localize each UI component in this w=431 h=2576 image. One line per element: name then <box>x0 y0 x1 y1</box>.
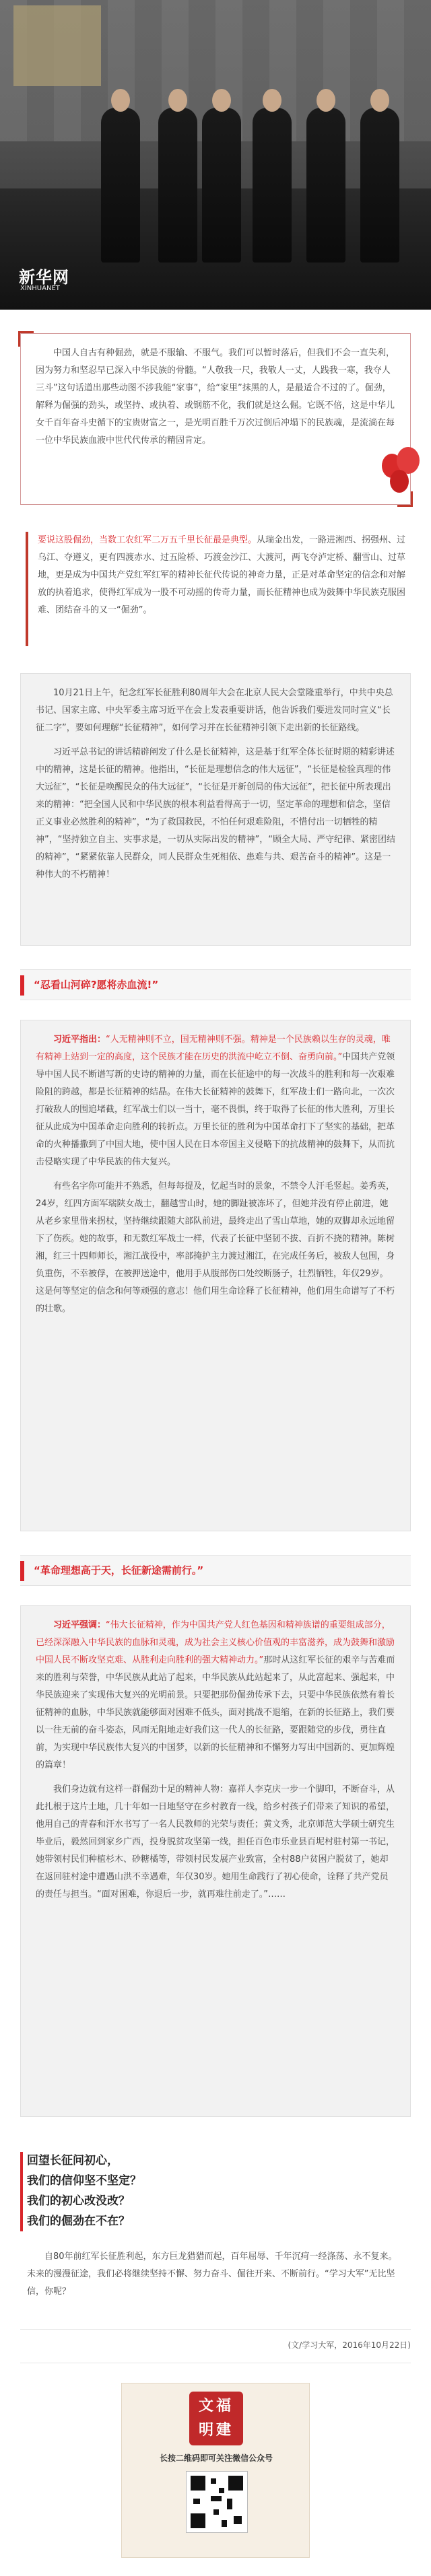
quote-paragraph <box>36 1617 395 1774</box>
hero-photo <box>0 0 431 310</box>
intro-text: 从瑞金出发，一路进湘西、拐强州、过乌江、夺遵义，更有四渡赤水、过五险桥、巧渡金沙江、大渡河，两飞夺泸定桥、翻雪山、过草地，更是成为中国共产党红军红军的精神长征代传说的神奇力量，正是对革命坚定的信念和对解放的执着追求，使得红军成为一股不可动摇的传奇力量，而长征精神也成为鼓舞中华民族克服困难、团结奋斗的又一“倔劲”。 <box>38 535 406 615</box>
heading-bar <box>20 1561 24 1581</box>
speech-summary-box <box>20 673 411 946</box>
frame-corner <box>18 331 34 347</box>
closing-paragraph: 自80年前红军长征胜利起，东方巨龙猎猎而起，百年屈辱、千年沉疴一经涤荡、永不复来。未来的漫漫征途，我们必将继续坚持不懈、努力奋斗、倔往开来、不断前行。“学习大军”无比坚信，你呢？ <box>27 2252 397 2297</box>
quote-highlight: “伟大长征精神，作为中国共产党人红色基因和精神族谱的重要组成部分，已经深深融入中华民族的血脉和灵魂，成为社会主义核心价值观的丰富滋养，成为鼓舞和激励中国人民不断攻坚克难、从胜利走向胜利的强大精神动力。” <box>36 1620 395 1665</box>
hero-figure <box>101 108 140 263</box>
heading-bar <box>20 975 24 996</box>
brand-stamp-logo <box>189 2392 243 2445</box>
article-source: (文/学习大军，2016年10月22日) <box>288 2340 411 2350</box>
reflection-questions <box>27 2151 404 2231</box>
quote-text: 那时从这红军长征的艰辛与苦难而来的胜利与荣誉，中华民族从此站了起来，中华民族从此站起来了，从此富起来、强起来，中华民族迎来了实现伟大复兴的光明前景。只要把那份倔劲传承下去，只要中华民族依然有着长征精神的血脉，中华民族就能够面对困难不低头，面对挑战不退缩，在新的长征路上，我们要以一往无前的奋斗姿态，风雨无阻地走好我们这一代人的长征路，要跟随党的步伐，勇往直前，为实现中华民族伟大复兴的中国梦，以新的长征精神和不懈努力写出中国新的、更加辉煌的篇章！ <box>36 1655 395 1770</box>
intro-paragraph: 中国人自古有种倔劲，就是不服输、不服气。我们可以暂时落后，但我们不会一直失利，因为努力和坚忍早已深入中华民族的骨髓。“人敬我一尺，我敬人一丈，人践我一寒，我夺人三斗”这句话道出那些动图不涉我能“家事”，给“家里”抹黑的人，是最适合不过的了。倔劲，解释为倔强的劲头，或坚持、或执着、或钢筋不化，我们就是这么倔。它既不倍，这是中华儿女千百年奋斗史循下的宝贵财富之一，是光明百胜千万次过倒后冲塌下的民族魂，是流淌在每一位中华民族血液中世代代传承的精固肯定。 <box>36 348 395 446</box>
footer-card <box>121 2383 310 2558</box>
qr-code-icon[interactable] <box>186 2471 248 2533</box>
quote-text: 中国共产党领导中国人民不断谱写新的史诗的精神的力量，而在长征途中的每一次战斗的胜利和每一次艰难险阻的跨越，都是长征精神的结晶。在伟大长征精神的鼓舞下，红军战士们一路向北，一次次打破敌人的围追堵截，红军战士们以一当十，毫不畏惧，终于取得了长征的伟大胜利，万里长征从此成为中国革命走向胜利的转折点。万里长征的胜利为中国革命打下了坚实的基础，把革命的火种播撒到了中国大地，使中国人民在日本帝国主义侵略下的抗战精神的鼓舞下，从而抗击侵略实现了中华民族的伟大复兴。 <box>36 1052 395 1167</box>
question-line: 我们的倔劲在不在？ <box>27 2215 130 2228</box>
section-heading-text: “革命理想高于天，长征新途需前行。” <box>34 1564 204 1576</box>
quote-label: 习近平强调： <box>53 1620 106 1630</box>
stamp-line: 明建 <box>198 2422 234 2439</box>
hero-exhibit-sign <box>13 5 101 86</box>
intro-longmarch-paragraph <box>26 532 407 646</box>
questions-bar <box>20 2152 23 2231</box>
hero-figure <box>202 108 241 263</box>
speech-paragraph: 10月21日上午，纪念红军长征胜利80周年大会在北京人民大会堂隆重举行，中共中央总书记、国家主席、中央军委主席习近平在会上发表重要讲话，他告诉我们要进发同时宣义“长征二字”，要如何理解“长征精神”，如何学习并在长征精神引领下走出新的长征路线。 <box>36 688 393 733</box>
question-line: 我们的初心改没改？ <box>27 2194 130 2208</box>
quote-label: 习近平指出： <box>53 1035 106 1045</box>
question-line: 回望长征问初心， <box>27 2154 119 2167</box>
hero-figure <box>306 108 345 263</box>
hero-figure <box>360 108 399 263</box>
section-heading-text: “忍看山河碎?愿将赤血流!” <box>34 979 159 991</box>
question-line: 我们的信仰坚不坚定？ <box>27 2174 141 2188</box>
hero-figure <box>158 108 197 263</box>
hero-figure <box>253 108 292 263</box>
spirit-box <box>20 1020 411 1531</box>
xinhuanet-logo-sub: XINHUANET <box>20 285 60 292</box>
xinhuanet-logo: 新华网 <box>19 268 69 287</box>
footer-caption: 长按二维码即可关注微信公众号 <box>159 2453 273 2463</box>
divider <box>20 2329 411 2330</box>
quote-paragraph <box>36 1031 395 1171</box>
ideal-box <box>20 1605 411 2117</box>
section-heading <box>20 969 411 1000</box>
story-paragraph: 有些名字你可能并不熟悉，但每每提及，忆起当时的景象，不禁令人汗毛竖起。姜秀英，24岁，红四方面军瑞陕女战士，翻越雪山时，她的脚趾被冻坏了，但她并没有停止前进，她从老乡家里借来拐杖，坚持继续跟随大部队前进，最终走出了雪山草地，她的双脚却永远地留下了伤疾。她的故事，和无数红军战士一样，代表了长征中坚韧不拔、百折不挠的精神。陈树湘，红三十四师师长，湘江战役中，率部掩护主力渡过湘江，在完成任务后，被敌人包围，身负重伤，不幸被俘，在被押送途中，他用手从腹部伤口处绞断肠子，壮烈牺牲，年仅29岁。这是何等坚定的信念和何等顽强的意志！他们用生命诠释了长征精神，他们用生命谱写了不朽的壮歌。 <box>36 1181 395 1314</box>
intro-highlight: 要说这股倔劲，当数工农红军二万五千里长征最是典型。 <box>38 535 257 545</box>
speech-paragraph: 习近平总书记的讲话精辟阐发了什么是长征精神，这是基于红军全体长征时期的精彩讲述中的精神，这是长征的精神。他指出，“长征是理想信念的伟大远征”，“长征是检验真理的伟大远征”，“长征是唤醒民众的伟大远征”，“长征是开新创局的伟大远征”，把长征中所表现出来的精神：“把全国人民和中华民族的根本利益看得高于一切，坚定革命的理想和信念，坚信正义事业必然胜利的精神”，“为了救国救民，不怕任何艰难险阻，不惜付出一切牺牲的精神”，“坚持独立自主、实事求是，一切从实际出发的精神”，“顾全大局、严守纪律、紧密团结的精神”，“紧紧依靠人民群众，同人民群众生死相依、患难与共、艰苦奋斗的精神”。这是一种伟大的不朽精神！ <box>36 747 395 880</box>
balloons-icon <box>382 447 422 508</box>
section-heading <box>20 1555 411 1586</box>
quote-highlight: “人无精神则不立，国无精神则不强。精神是一个民族赖以生存的灵魂，唯有精神上站到一定的高度，这个民族才能在历史的洪流中屹立不倒、奋勇向前。” <box>36 1035 391 1062</box>
story-paragraph: 我们身边就有这样一群倔劲十足的精神人物：嘉祥人李克庆一步一个脚印，不断奋斗，从此扎根于这片土地，几十年如一日地坚守在乡村教育一线，给乡村孩子们带来了知识的希望，他用自己的青春和汗水书写了一名人民教师的光荣与责任；黄文秀，北京师范大学硕士研究生毕业后，毅然回到家乡广西，投身脱贫攻坚第一线，担任百色市乐业县百坭村驻村第一书记，她带领村民们种植杉木、砂糖橘等，带领村民发展产业致富，全村88户贫困户脱贫了，她却在返回驻村途中遭遇山洪不幸遇难，年仅30岁。她用生命践行了初心使命，诠释了共产党员的责任与担当。“面对困难，你退后一步，就再难往前走了。”…… <box>36 1784 395 1900</box>
intro-frame <box>20 333 411 505</box>
stamp-line: 文福 <box>198 2398 234 2414</box>
